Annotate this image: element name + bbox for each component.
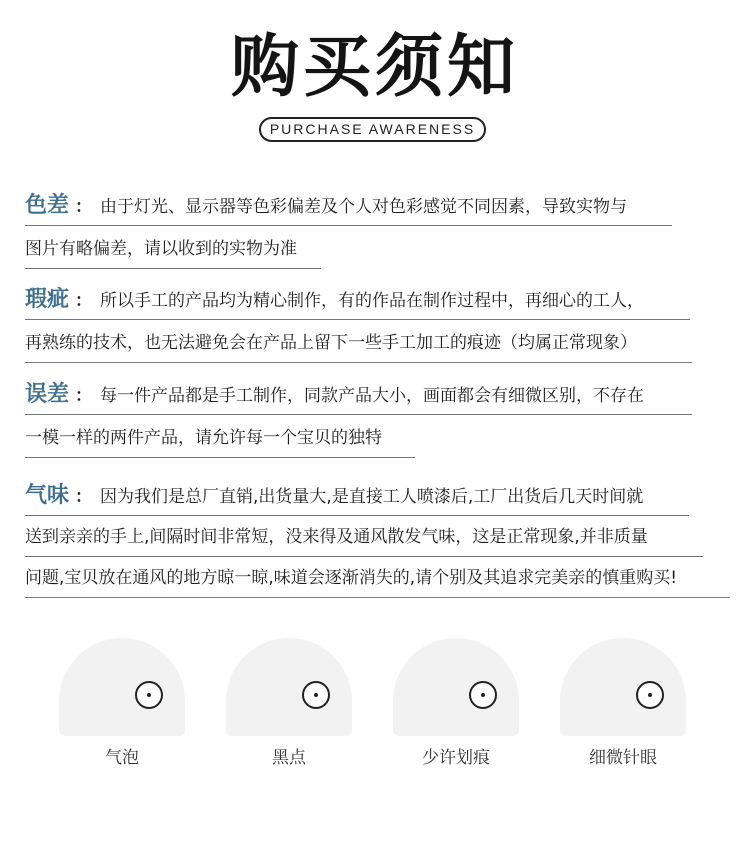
page-title: 购买须知 <box>230 28 519 107</box>
defect-pinhole-image <box>560 638 686 736</box>
target-icon <box>636 681 664 709</box>
section-colon: ： <box>75 291 93 311</box>
section-odor-line-2 <box>25 519 703 557</box>
section-text: 再熟练的技术，也无法避免会在产品上留下一些手工加工的痕迹（均属正常现象） <box>25 333 637 353</box>
section-label: 误差 <box>25 382 70 407</box>
defect-black-dot-caption: 黑点 <box>272 748 306 768</box>
section-text: 因为我们是总厂直销,出货量大,是直接工人喷漆后,工厂出货后几天时间就 <box>100 487 644 507</box>
defect-scratch-caption: 少许划痕 <box>422 748 490 768</box>
section-colon: ： <box>75 487 93 507</box>
target-icon <box>135 681 163 709</box>
section-label: 瑕疵 <box>25 287 70 312</box>
section-odor-line-1 <box>25 478 689 516</box>
target-icon <box>302 681 330 709</box>
section-text: 一模一样的两件产品，请允许每一个宝贝的独特 <box>25 428 382 448</box>
section-flaw-line-2 <box>25 325 692 363</box>
section-label: 色差 <box>25 193 70 218</box>
section-colon: ： <box>75 197 93 217</box>
section-label: 气味 <box>25 483 70 508</box>
defect-black-dot-image <box>226 638 352 736</box>
section-text: 送到亲亲的手上,间隔时间非常短，没来得及通风散发气味，这是正常现象,并非质量 <box>25 527 648 547</box>
section-error-line-2 <box>25 420 415 458</box>
defect-scratch-image <box>393 638 519 736</box>
section-error-line-1 <box>25 377 692 415</box>
section-text: 问题,宝贝放在通风的地方晾一晾,味道会逐渐消失的,请个别及其追求完美亲的慎重购买! <box>25 568 678 588</box>
page-subtitle-badge: PURCHASE AWARENESS <box>259 117 486 142</box>
section-colon: ： <box>75 386 93 406</box>
section-text: 所以手工的产品均为精心制作，有的作品在制作过程中，再细心的工人， <box>100 291 645 311</box>
section-color-difference-line-1 <box>25 188 672 226</box>
section-text: 由于灯光、显示器等色彩偏差及个人对色彩感觉不同因素，导致实物与 <box>100 197 628 217</box>
defect-bubble-image <box>59 638 185 736</box>
section-text: 每一件产品都是手工制作，同款产品大小，画面都会有细微区别，不存在 <box>100 386 645 406</box>
defect-pinhole-caption: 细微针眼 <box>589 748 657 768</box>
section-flaw-line-1 <box>25 282 690 320</box>
section-color-difference-line-2 <box>25 231 321 269</box>
defect-bubble-caption: 气泡 <box>105 748 139 768</box>
section-text: 图片有略偏差，请以收到的实物为准 <box>25 239 297 259</box>
section-odor-line-3 <box>25 560 730 598</box>
target-icon <box>469 681 497 709</box>
